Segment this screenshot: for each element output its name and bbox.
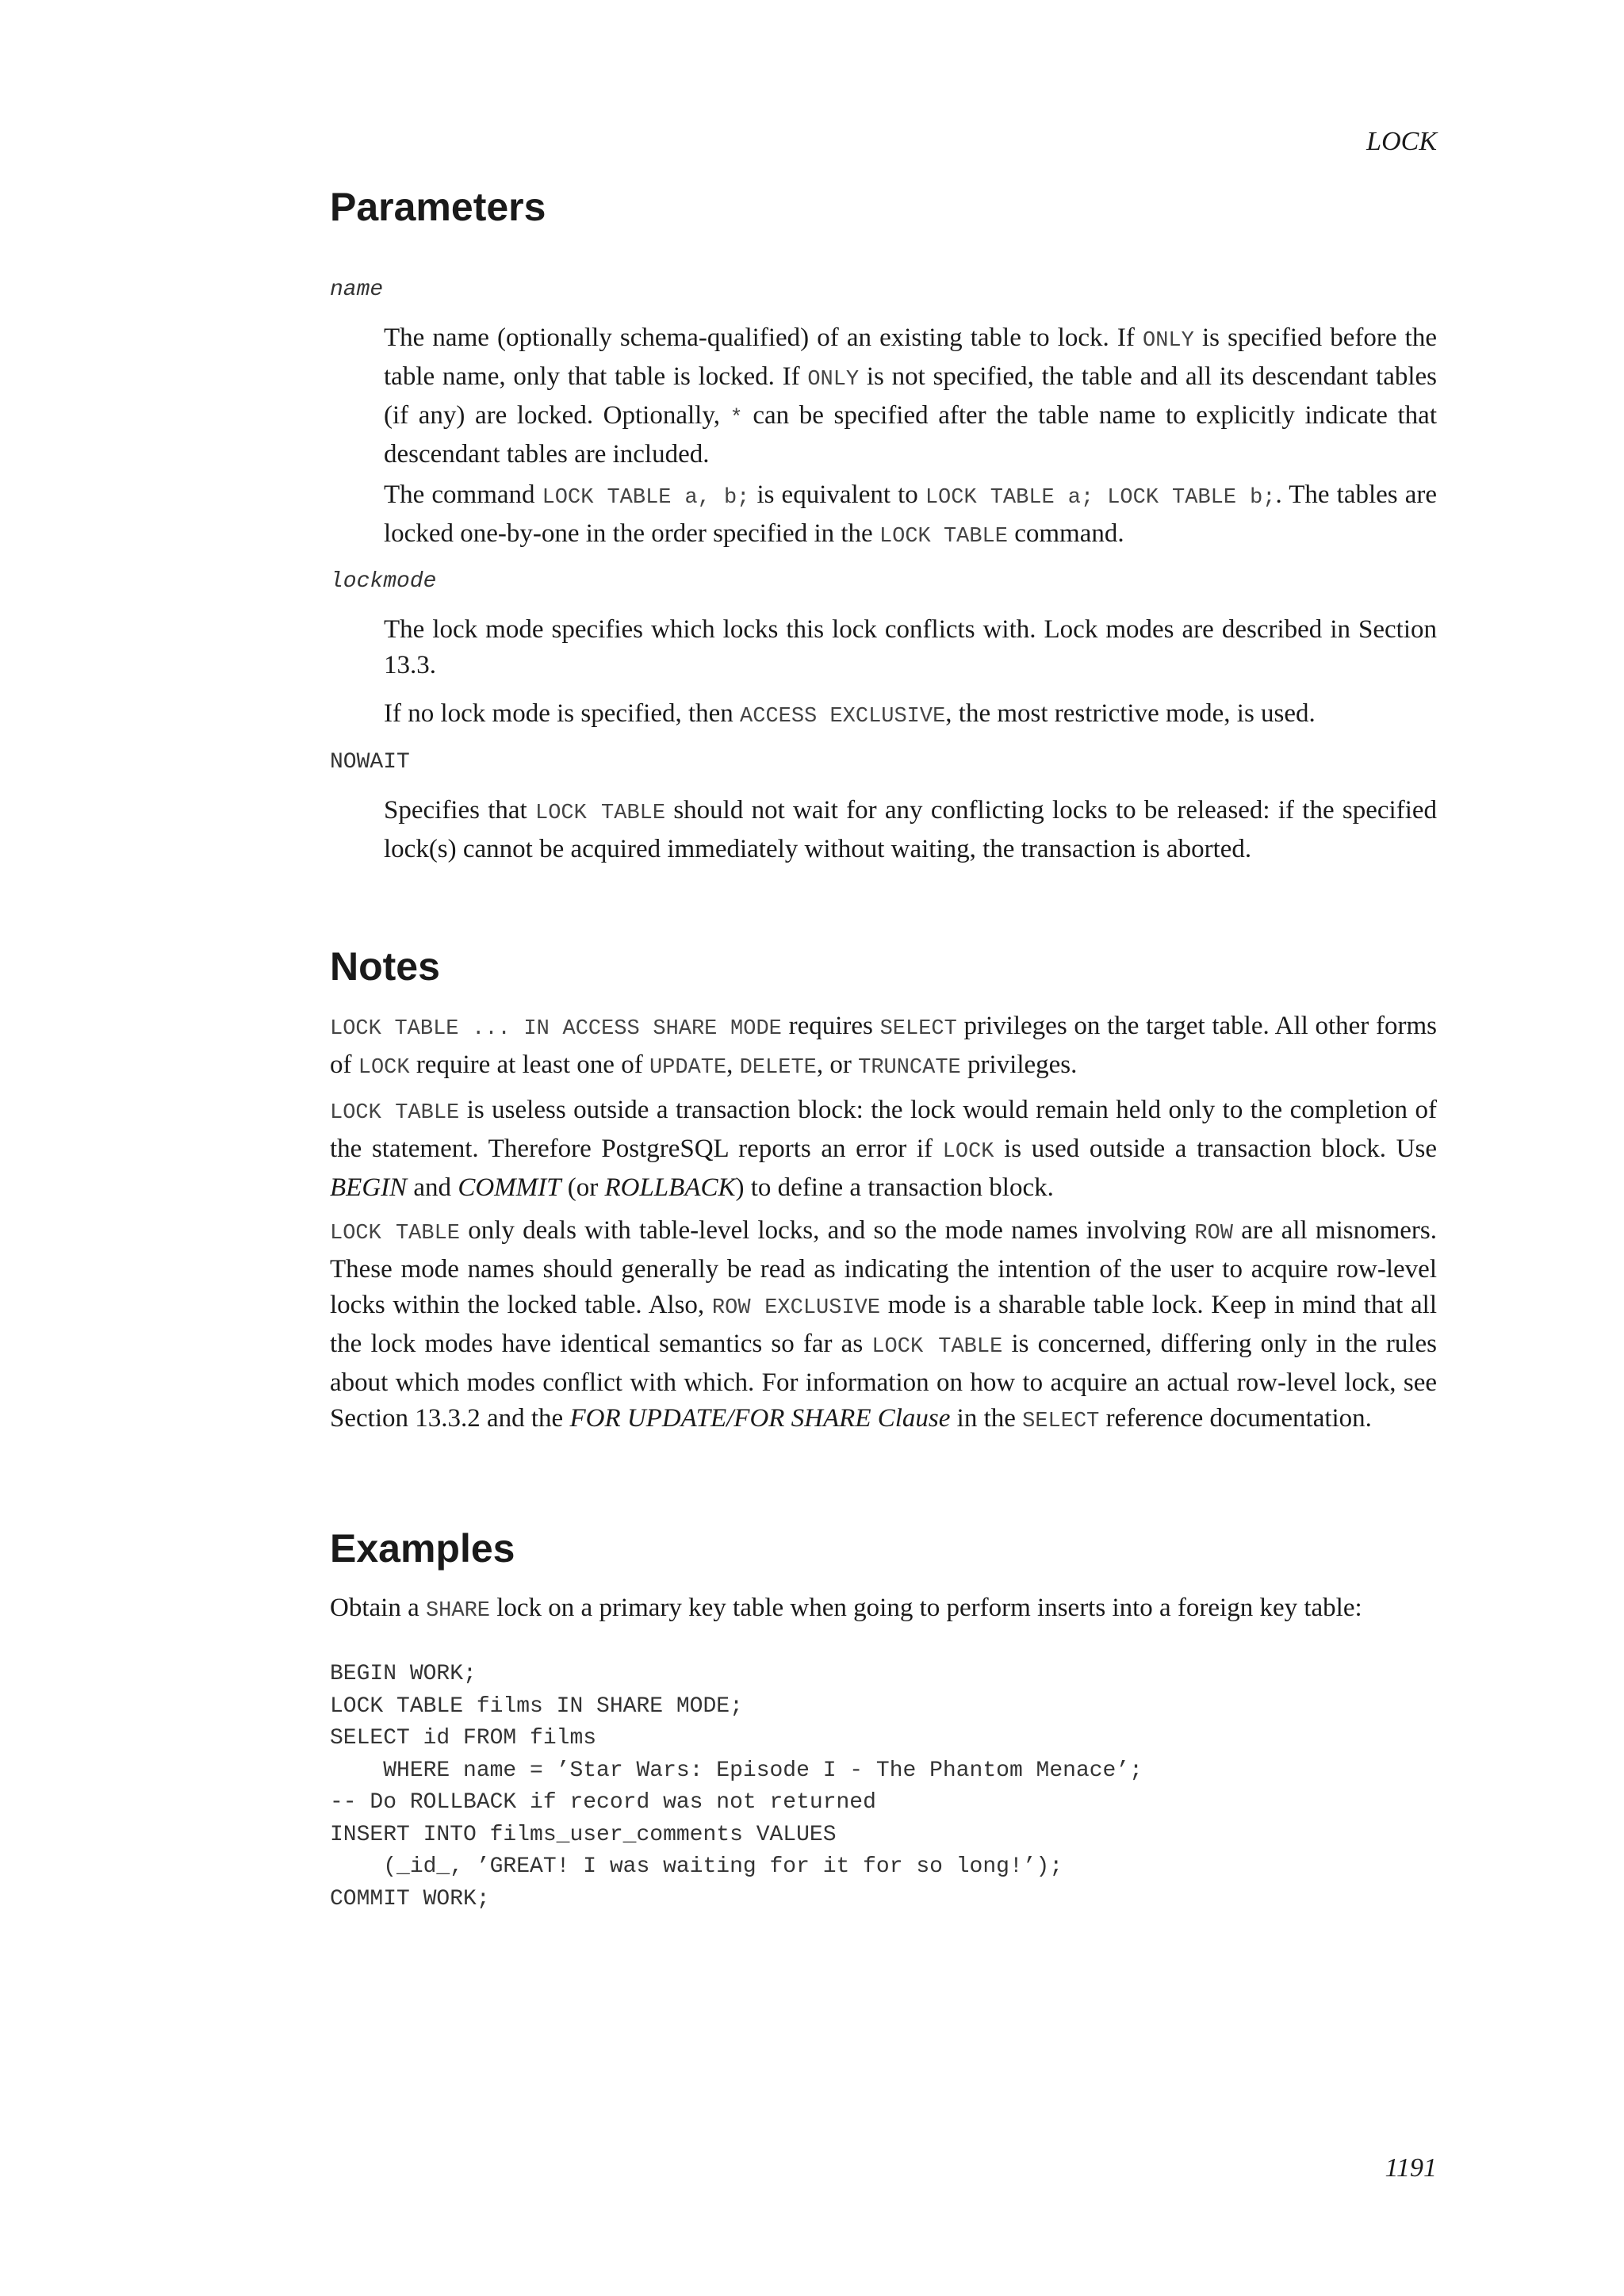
notes-paragraph-privileges: LOCK TABLE ... IN ACCESS SHARE MODE requires SELECT privileges on the target table. All other forms of LOCK require at least one of UPDATE, DELETE, or TRUNCATE privileges. <box>330 1012 1438 1080</box>
notes-paragraph-transaction: LOCK TABLE is useless outside a transaction block: the lock would remain held only to the completion of the statement. Therefore PostgreSQL reports an error if LOCK is used outside a transaction block. Use BEGIN and COMMIT (or ROLLBACK) to define a transaction block. <box>330 1096 1437 1202</box>
nowait-description: Specifies that LOCK TABLE should not wait for any conflicting locks to be released: if the specified lock(s) cannot be acquired immediately without waiting, the transaction is aborted. <box>384 796 1438 863</box>
term-name: name <box>330 277 384 302</box>
name-equivalence-note: The command LOCK TABLE a, b; is equivalent to LOCK TABLE a; LOCK TABLE b;. The tables are locked one-by-one in the order specified in the LOCK TABLE command. <box>384 480 1437 549</box>
notes-paragraph-table-level: LOCK TABLE only deals with table-level locks, and so the mode names involving ROW are all misnomers. These mode names should generally be read as indicating the intention of the user to acquire row-level locks within the locked table. Also, ROW EXCLUSIVE mode is a sharable table lock. Keep in mind that all the lock modes have identical semantics so far as LOCK TABLE is concerned, differing only in the rules about which modes conflict with which. For information on how to acquire an actual row-level lock, see Section 13.3.2 and the FOR UPDATE/FOR SHARE Clause in the SELECT reference documentation. <box>330 1216 1438 1433</box>
lockmode-default: If no lock mode is specified, then ACCESS EXCLUSIVE, the most restrictive mode, is used. <box>384 699 1316 729</box>
name-description: The name (optionally schema-qualified) of an existing table to lock. If ONLY is specified before the table name, only that table is locked. If ONLY is not specified, the table and all its descendant tables (if any) are locked. Optionally, * can be specified after the table name to explicitly indicate that descendant tables are included. <box>384 323 1437 469</box>
page-number: 1191 <box>1385 2153 1437 2183</box>
running-header: LOCK <box>1366 127 1437 156</box>
examples-intro: Obtain a SHARE lock on a primary key table when going to perform inserts into a foreign key table: <box>330 1594 1362 1623</box>
term-nowait: NOWAIT <box>330 750 410 775</box>
examples-heading: Examples <box>330 1526 515 1571</box>
example-code-block: BEGIN WORK; LOCK TABLE films IN SHARE MODE; SELECT id FROM films WHERE name = ’Star Wars: Episode I - The Phantom Menace’; -- Do ROLLBACK if record was not returned INSERT INTO films_user_comments VALUES (_id_, ’GREAT! I was waiting for it for so long!’); COMMIT WORK; <box>330 1662 1143 1911</box>
lockmode-description: The lock mode specifies which locks this lock conflicts with. Lock modes are described in Section 13.3. <box>384 615 1437 679</box>
notes-heading: Notes <box>330 944 440 989</box>
parameters-heading: Parameters <box>330 185 546 229</box>
term-lockmode: lockmode <box>330 569 437 594</box>
